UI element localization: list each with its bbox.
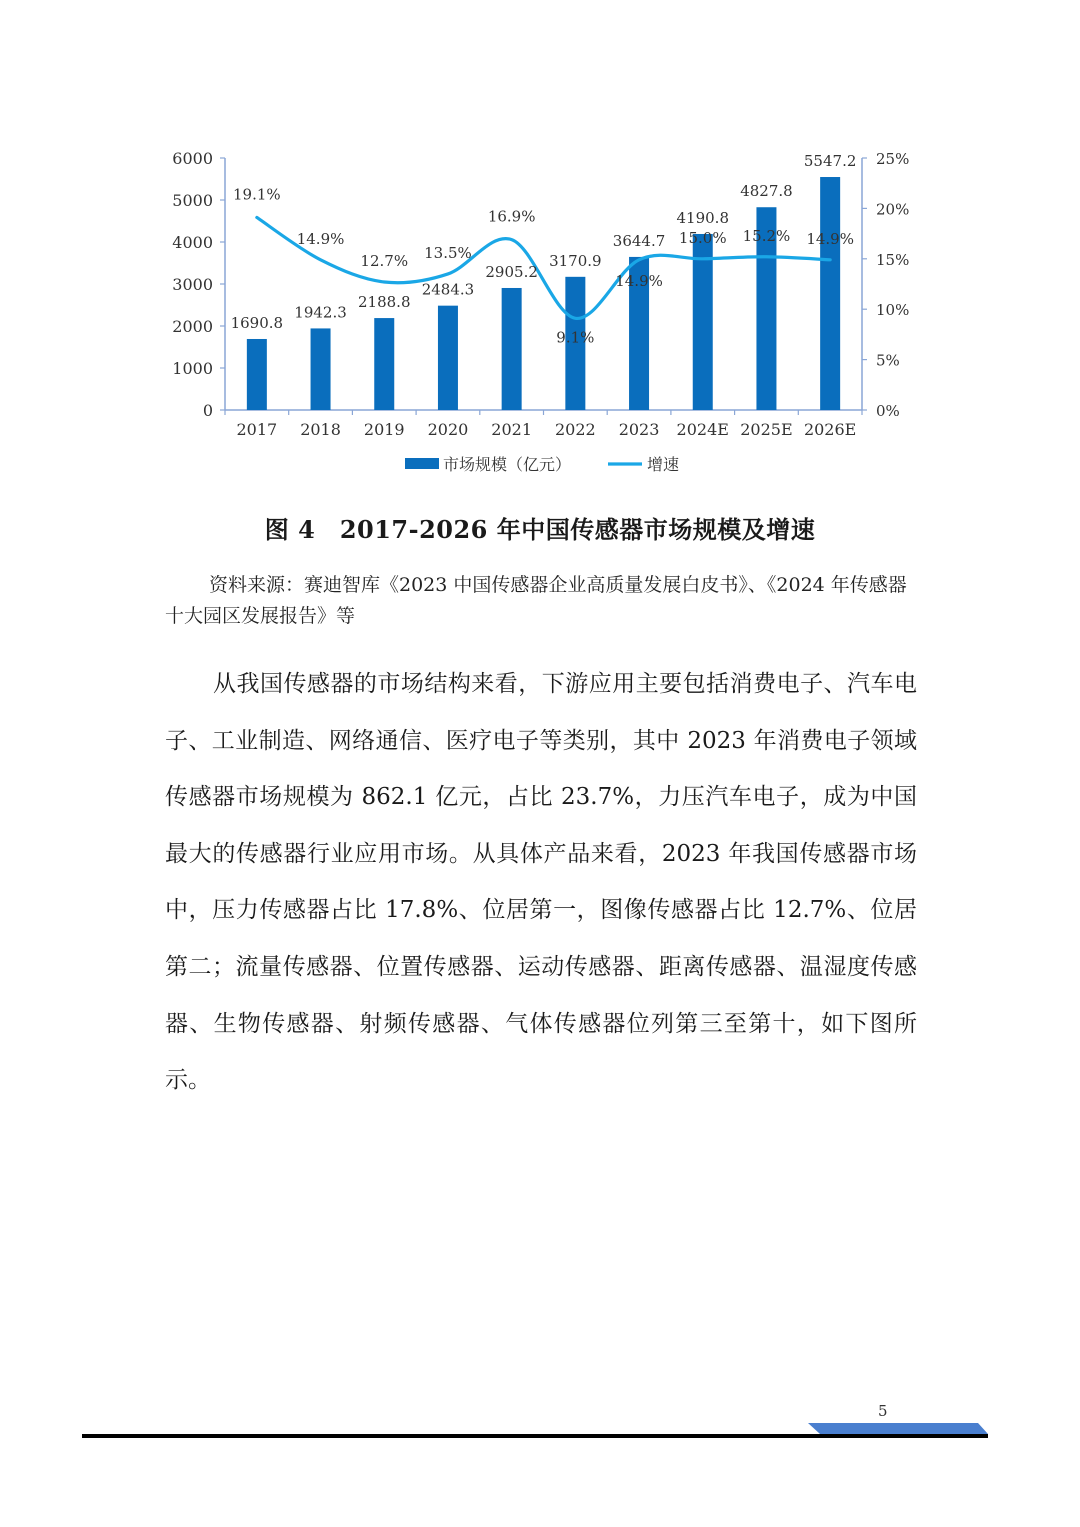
growth-value-label: 19.1% — [233, 185, 281, 204]
x-tick-label: 2024E — [676, 420, 729, 439]
left-tick-label: 6000 — [172, 149, 213, 168]
x-tick-label: 2017 — [236, 420, 278, 439]
bar-value-label: 2905.2 — [485, 262, 538, 281]
left-tick-label: 1000 — [172, 359, 213, 378]
growth-value-label: 9.1% — [556, 328, 595, 347]
legend-line-label: 增速 — [647, 455, 680, 474]
footer-accent-bar — [808, 1423, 988, 1434]
growth-value-label: 14.9% — [615, 271, 663, 290]
right-tick-label: 5% — [876, 351, 900, 370]
right-tick-label: 10% — [876, 301, 910, 320]
bar-value-label: 1942.3 — [294, 303, 347, 322]
bar — [374, 318, 394, 410]
page-number: 5 — [878, 1402, 888, 1420]
market-size-chart — [0, 0, 1080, 500]
growth-value-label: 12.7% — [360, 251, 409, 270]
bar — [438, 306, 458, 410]
footer-rule — [0, 1418, 1080, 1448]
x-tick-label: 2019 — [363, 420, 405, 439]
bar-value-label: 2188.8 — [358, 293, 411, 312]
bar — [247, 339, 267, 410]
growth-value-label: 14.9% — [806, 229, 854, 248]
footer-line — [82, 1434, 988, 1438]
figure-caption: 图 4 2017-2026 年中国传感器市场规模及增速 — [264, 515, 816, 544]
bar — [502, 288, 522, 410]
x-tick-label: 2021 — [491, 420, 533, 439]
x-tick-label: 2020 — [427, 420, 469, 439]
left-tick-label: 4000 — [172, 233, 213, 252]
growth-value-label: 15.0% — [678, 228, 727, 247]
left-tick-label: 2000 — [172, 317, 213, 336]
legend-bar-swatch — [405, 458, 439, 469]
growth-value-label: 15.2% — [742, 226, 791, 245]
growth-value-label: 14.9% — [296, 229, 345, 248]
bar-value-label: 3170.9 — [549, 251, 602, 270]
left-tick-label: 0 — [202, 401, 213, 420]
source-note: 资料来源：赛迪智库《2023 中国传感器企业高质量发展白皮书》、《2024 年传感器十大园区发展报告》等 — [165, 574, 907, 627]
right-tick-label: 20% — [876, 200, 910, 219]
x-tick-label: 2018 — [300, 420, 341, 439]
bar — [820, 177, 840, 410]
left-tick-label: 5000 — [172, 191, 213, 210]
growth-value-label: 13.5% — [424, 243, 472, 262]
x-tick-label: 2025E — [740, 420, 793, 439]
left-tick-label: 3000 — [172, 275, 213, 294]
right-tick-label: 15% — [876, 250, 910, 269]
bar-value-label: 4827.8 — [740, 182, 793, 201]
bar-value-label: 4190.8 — [676, 208, 729, 227]
x-tick-label: 2026E — [803, 420, 857, 439]
body-paragraph: 从我国传感器的市场结构来看，下游应用主要包括消费电子、汽车电子、工业制造、网络通信、医疗电子等类别，其中 2023 年消费电子领域传感器市场规模为 862.1 亿元，占比 23.7%，力压汽车电子，成为中国最大的传感器行业应用市场。从具体产品来看，2023 年我国传感器市场中，压力传感器占比 17.8%、位居第一，图像传感器占比 12.7%、位居第二；流量传感器、位置传感器、运动传感器、距离传感器、温湿度传感器、生物传感器、射频传感器、气体传感器位列第三至第十，如下图所示。 — [165, 671, 917, 1094]
x-tick-label: 2022 — [554, 420, 596, 439]
right-tick-label: 0% — [876, 402, 900, 420]
bar-value-label: 5547.2 — [803, 152, 857, 171]
bar — [311, 328, 331, 410]
bar-value-label: 1690.8 — [230, 313, 284, 332]
growth-value-label: 16.9% — [487, 207, 536, 226]
right-tick-label: 25% — [876, 150, 910, 168]
bar-value-label: 2484.3 — [421, 280, 475, 299]
legend-bar-label: 市场规模（亿元） — [443, 455, 572, 474]
bar-value-label: 3644.7 — [612, 231, 666, 250]
x-tick-label: 2023 — [618, 420, 660, 439]
